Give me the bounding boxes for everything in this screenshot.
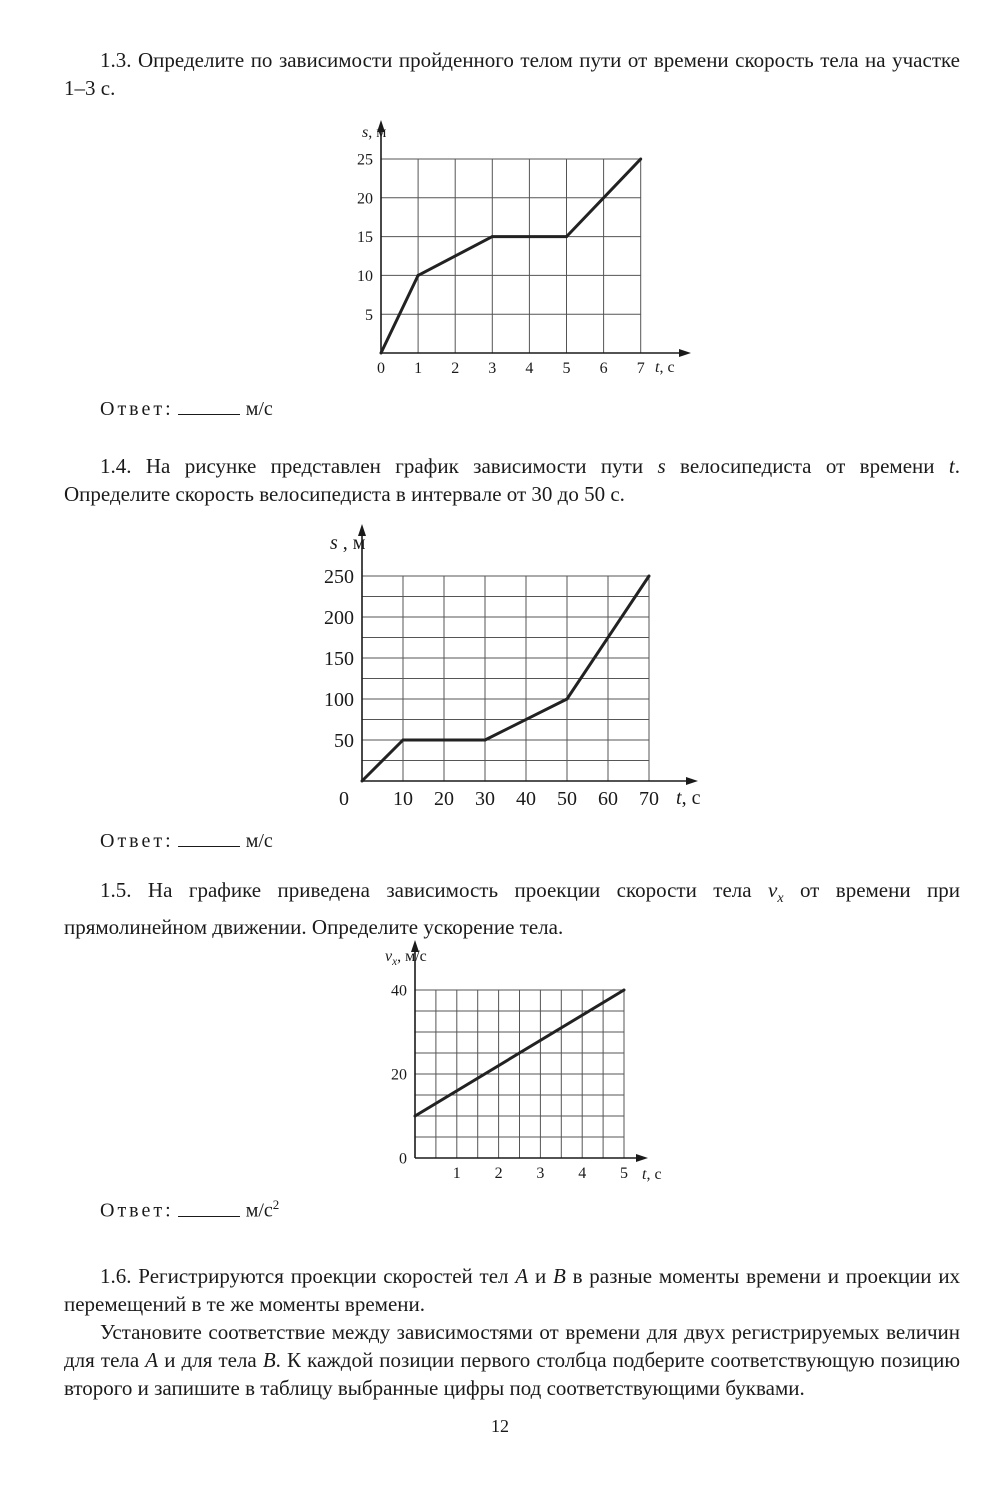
- y-axis-unit: , м: [368, 124, 387, 141]
- x-axis-var: t: [642, 1166, 647, 1183]
- problem-text-part: . К каждой позиции первого столбца подберите соответствующую позицию второго и запишите в таблицу выбранные цифры под соответствующими буквами.: [64, 1348, 961, 1400]
- y-axis-sub: x: [392, 956, 398, 968]
- y-axis-var: v: [385, 948, 393, 965]
- origin-label: 0: [339, 788, 349, 810]
- problem-number: 1.4.: [100, 454, 132, 478]
- problem-text-part: велосипедиста от времени: [680, 454, 935, 478]
- x-tick-label: 1: [414, 360, 423, 377]
- y-tick-label: 100: [324, 689, 354, 711]
- x-tick-label: 20: [434, 788, 454, 810]
- x-tick-label: 50: [557, 788, 577, 810]
- answer-line-1-5: [100, 1192, 279, 1224]
- y-tick-label: 20: [357, 190, 373, 208]
- y-tick-label: 25: [357, 151, 373, 169]
- x-axis-unit: , с: [681, 787, 701, 809]
- answer-unit-sup: 2: [272, 1197, 280, 1212]
- var-a: A: [145, 1348, 159, 1372]
- x-tick-label: 0: [377, 360, 385, 377]
- x-tick-label: 4: [578, 1165, 587, 1182]
- var-v: v: [767, 878, 778, 902]
- y-tick-label: 200: [324, 607, 354, 629]
- y-tick-label: 40: [391, 982, 407, 1000]
- page-number: 12: [491, 1416, 509, 1436]
- answer-label: Ответ:: [100, 830, 174, 852]
- problem-1-6-text: [64, 1262, 960, 1318]
- x-tick-label: 60: [598, 788, 618, 810]
- var-s: s: [657, 454, 666, 478]
- x-axis-var: t: [676, 787, 682, 809]
- y-axis-var: s: [362, 124, 369, 141]
- answer-label: Ответ:: [100, 1199, 174, 1222]
- y-tick-label: 15: [357, 229, 373, 247]
- answer-unit: м/с: [245, 398, 273, 420]
- problem-text-part: . Определите скорость велосипедиста в интервале от 30 до 50 с.: [64, 454, 960, 506]
- x-tick-label: 1: [452, 1165, 461, 1182]
- problem-text-part: На графике приведена зависимость проекции скорости тела: [147, 878, 752, 902]
- problem-text-part: Регистрируются проекции скоростей тел: [138, 1264, 509, 1288]
- x-axis-label: [642, 1166, 662, 1183]
- x-tick-label: 4: [525, 360, 534, 377]
- x-tick-label: 2: [494, 1165, 503, 1182]
- x-tick-label: 10: [393, 788, 413, 810]
- answer-label: Ответ:: [100, 398, 174, 420]
- x-tick-label: 70: [639, 788, 659, 810]
- problem-number: 1.5.: [100, 878, 132, 902]
- problem-text-part: и для тела: [164, 1348, 257, 1372]
- x-axis-arrow: [636, 1154, 648, 1162]
- x-tick-label: 2: [451, 360, 460, 377]
- answer-unit: м/с: [245, 1199, 273, 1222]
- x-tick-label: 30: [475, 788, 495, 810]
- problem-text-part: На рисунке представлен график зависимости пути: [145, 454, 644, 478]
- y-axis-unit: , м: [337, 532, 366, 554]
- y-tick-label: 0: [399, 1150, 407, 1168]
- x-tick-label: 40: [516, 788, 536, 810]
- x-tick-label: 7: [636, 360, 645, 377]
- x-tick-label: 6: [599, 360, 608, 377]
- y-axis-var: s: [330, 532, 338, 554]
- chart-grid: [415, 990, 624, 1158]
- y-tick-label: 250: [324, 566, 354, 588]
- x-tick-label: 3: [536, 1165, 545, 1182]
- problem-statement: Определите по зависимости пройденного телом пути от времени скорость тела на участке 1–3 с.: [64, 48, 961, 100]
- var-sub-x: x: [777, 891, 784, 907]
- x-axis-unit: , с: [659, 359, 675, 376]
- var-b: B: [552, 1264, 566, 1288]
- y-tick-label: 5: [365, 306, 373, 324]
- data-point: [414, 1115, 417, 1118]
- answer-blank[interactable]: [178, 1198, 240, 1217]
- problem-text-part: и: [534, 1264, 547, 1288]
- x-tick-label: 3: [488, 360, 497, 377]
- problem-text-part: от времени при прямолинейном движении. Определите ускорение тела.: [64, 878, 960, 940]
- var-a: A: [515, 1264, 529, 1288]
- data-point: [623, 989, 626, 992]
- answer-unit: м/с: [245, 830, 273, 852]
- x-axis-unit: , с: [646, 1166, 662, 1183]
- y-tick-label: 150: [324, 648, 354, 670]
- problem-text-part: Установите соответствие между зависимостями от времени для двух регистрируемых величин для тела: [64, 1320, 960, 1372]
- problem-number: 1.6.: [100, 1264, 132, 1288]
- x-tick-label: 5: [562, 360, 571, 377]
- problem-text-part: в разные моменты времени и проекции их перемещений в те же моменты времени.: [64, 1264, 961, 1316]
- var-b: B: [262, 1348, 276, 1372]
- y-tick-label: 20: [391, 1066, 407, 1084]
- y-tick-label: 50: [334, 730, 354, 752]
- y-axis-label: [385, 948, 427, 968]
- var-t: t: [948, 454, 955, 478]
- x-axis-var: t: [655, 359, 660, 376]
- y-axis-unit: , м/с: [397, 948, 427, 965]
- y-tick-label: 10: [357, 268, 373, 285]
- x-tick-label: 5: [620, 1165, 628, 1182]
- problem-1-6-instruction: [64, 1318, 960, 1402]
- problem-number: 1.3.: [100, 48, 132, 72]
